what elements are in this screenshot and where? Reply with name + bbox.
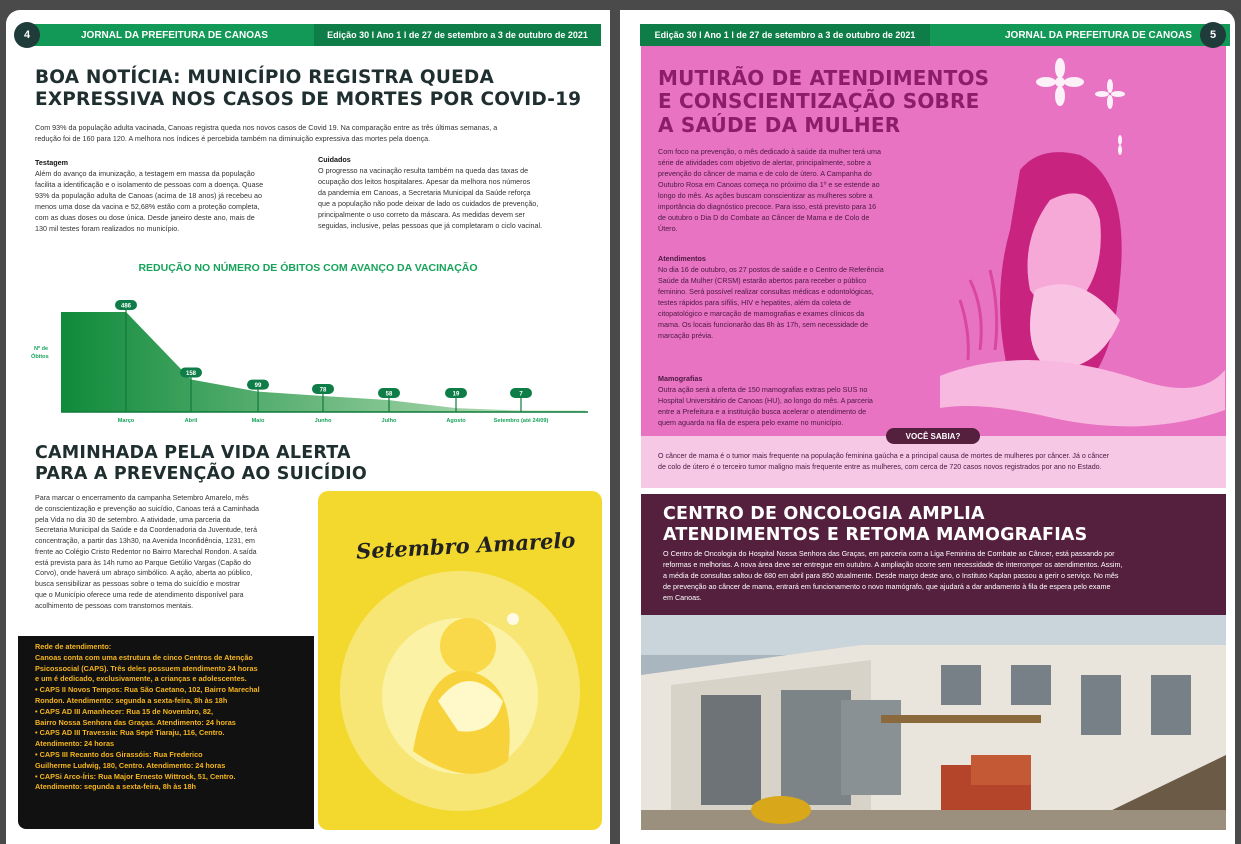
x-tick-label: Agosto	[446, 418, 466, 424]
y-axis-label-2: Óbitos	[31, 354, 49, 360]
text-line: O câncer de mama é o tumor mais frequente na população feminina gaúcha e a principal causa de mortes de mulheres por câncer. Já o câncer	[658, 452, 1110, 460]
right-page	[620, 10, 1235, 844]
article-lead	[35, 123, 595, 145]
text-line: pela Vida no dia 30 de setembro. A atividade, uma parceria da	[35, 515, 231, 524]
subheading: Mamografias	[658, 374, 703, 383]
text-line: Outra ação será a oferta de 150 mamografias extras pelo SUS no	[658, 384, 868, 394]
caps-line: Atendimento: segunda a sexta-feira, 8h às 18h	[35, 782, 196, 792]
page-number: 5	[1200, 22, 1226, 48]
article2-body	[35, 493, 305, 612]
text-line: a média de consultas saltou de 680 em abril para 850 atualmente. Desde março deste ano, o Instituto Kaplan passou a gerir o serviço. No mês	[663, 570, 1119, 580]
title-line: CENTRO DE ONCOLOGIA AMPLIA	[663, 504, 985, 524]
journal-name: JORNAL DA PREFEITURA DE CANOAS	[1005, 29, 1192, 41]
left-page	[6, 10, 610, 844]
text-line: série de atividades com objetivo de alertar, principalmente, sobre a	[658, 157, 871, 167]
text-line: Para marcar o encerramento da campanha Setembro Amarelo, mês	[35, 494, 249, 502]
title-line: BOA NOTÍCIA: MUNICÍPIO REGISTRA QUEDA	[35, 67, 494, 88]
column-testagem	[35, 158, 305, 235]
chart-title: REDUÇÃO NO NÚMERO DE ÓBITOS COM AVANÇO DA VACINAÇÃO	[138, 262, 478, 274]
title-line: PARA A PREVENÇÃO AO SUICÍDIO	[35, 463, 367, 484]
data-label: 99	[254, 383, 262, 390]
text-line: reformas e melhorias. A nova área deve ser entregue em outubro. A ampliação ocorre sem necessidade de interromper os atendimentos. Assim,	[663, 559, 1123, 569]
text-line: de prevenção ao câncer de mama, entrará em funcionamento o novo mamógrafo, que ajudará a dar andamento à fila de espera pelo exame	[663, 581, 1111, 591]
text-line: No dia 16 de outubro, os 27 postos de saúde e o Centro de Referência	[658, 264, 884, 274]
text-line: marcação prévia.	[658, 330, 714, 340]
text-line: Com 93% da população adulta vacinada, Canoas registra queda nos novos casos de Covid 19. Na comparação entre as três últimas semanas, a	[35, 123, 498, 132]
caps-line: Atendimento: 24 horas	[35, 739, 115, 749]
text-line: testes rápidos para sífilis, HIV e hepatites, além da coleta de	[658, 297, 851, 307]
deaths-area-chart	[6, 290, 610, 430]
text-line: Corvo), onde haverá um abraço simbólico. A ação, aberta ao público,	[35, 569, 253, 578]
article-title	[35, 443, 367, 484]
title-line: ATENDIMENTOS E RETOMA MAMOGRAFIAS	[663, 524, 1088, 545]
chart-marks	[61, 300, 588, 424]
text-line: 93% da população adulta de Canoas (acima de 18 anos) já recebeu ao	[35, 190, 262, 200]
text-line: Outubro Rosa em Canoas começa no próximo dia 1º e se estende ao	[658, 179, 880, 189]
data-label: 19	[452, 391, 460, 398]
text-line: com as duas doses ou dose única. Desde janeiro deste ano, mais de	[35, 212, 255, 222]
text-line: prevenção do câncer de mama e de colo de útero. A Campanha do	[658, 168, 872, 178]
text-line: quem aguarda na fila de espera pelo exame no município.	[658, 417, 844, 427]
caps-line: Canoas conta com uma estrutura de cinco Centros de Atenção	[35, 652, 253, 662]
data-label: 58	[385, 391, 393, 398]
caps-line: • CAPS II Novos Tempos: Rua São Caetano, 102, Bairro Marechal	[35, 685, 260, 695]
x-tick-label: Julho	[381, 418, 397, 424]
edition-info: Edição 30 l Ano 1 l de 27 de setembro a 3 de outubro de 2021	[640, 24, 930, 46]
text-line: de colo de útero é o terceiro tumor maligno mais frequente entre as mulheres, com cerca de 720 casos novos registrados por ano no Estado.	[658, 462, 1102, 471]
caps-line: Bairro Nossa Senhora das Graças. Atendimento: 24 horas	[35, 717, 236, 727]
text-line: seguidas, inclusive, pelas pessoas que já completaram o ciclo vacinal.	[318, 220, 543, 230]
caps-line: e um é dedicado, exclusivamente, a crianças e adolescentes.	[35, 674, 247, 684]
article3-mamografias	[658, 374, 928, 429]
text-line: entre a Prefeitura e a instituição busca acelerar o atendimento de	[658, 406, 867, 416]
text-line: principalmente o uso correto da máscara. As medidas devem ser	[318, 209, 525, 219]
edition-info: Edição 30 l Ano 1 l de 27 de setembro a 3 de outubro de 2021	[314, 24, 601, 46]
text-line: está prevista para às 14h rumo ao Parque Getúlio Vargas (Capão do	[35, 558, 251, 567]
caps-line: Psicossocial (CAPS). Três deles possuem atendimento 24 horas	[35, 663, 258, 673]
data-label: 486	[120, 303, 132, 310]
text-line: de conscientização e prevenção ao suicídio, Canoas terá a Caminhada	[35, 504, 259, 513]
caps-line: • CAPS AD III Travessia: Rua Sepé Tiaraju, 116, Centro.	[35, 728, 225, 738]
text-line: de outubro o Dia D do Combate ao Câncer de Mama e de Colo de	[658, 212, 870, 222]
title-line: E CONSCIENTIZAÇÃO SOBRE	[658, 89, 980, 114]
title-line: A SAÚDE DA MULHER	[658, 112, 901, 137]
data-label: 158	[185, 370, 197, 377]
text-line: que a população não pode deixar de lado os cuidados de prevenção,	[318, 198, 539, 208]
subheading: Atendimentos	[658, 254, 706, 263]
left-header-bar	[26, 24, 601, 46]
text-line: Hospital Universitário de Canoas (HU), ao longo do mês. A parceria	[658, 395, 873, 405]
text-line: busca sensibilizar as pessoas sobre o tema do suicídio e mostrar	[35, 580, 241, 589]
text-line: Com foco na prevenção, o mês dedicado à saúde da mulher terá uma	[658, 147, 881, 156]
article-title	[663, 504, 1087, 545]
journal-name: JORNAL DA PREFEITURA DE CANOAS	[81, 29, 268, 41]
article-title	[35, 67, 581, 111]
text-line: menos uma dose da vacina e 52,68% estão com a proteção completa,	[35, 201, 260, 211]
text-line: Além do avanço da imunização, a testagem em massa da população	[35, 168, 255, 178]
y-axis-label-1: Nº de	[34, 346, 49, 352]
setembro-amarelo-poster	[318, 491, 602, 830]
text-line: importância do diagnóstico precoce. Para isso, está previsto para 16	[658, 201, 877, 211]
text-line: em Canoas.	[663, 592, 702, 602]
x-tick-label: Setembro (até 24/09)	[493, 418, 549, 424]
article3-atendimentos	[658, 254, 928, 342]
x-tick-label: Junho	[314, 418, 332, 424]
text-line: Útero.	[658, 223, 678, 233]
text-line: Secretaria Municipal da Saúde e da Coordenadoria da Juventude, terá	[35, 526, 258, 535]
text-line: Saúde da Mulher (CRSM) estarão abertos para receber o público	[658, 275, 867, 285]
x-tick-label: Maio	[251, 418, 265, 424]
article4-body	[663, 549, 1223, 604]
text-line: que o Município oferece uma rede de atendimento disponível para	[35, 591, 244, 600]
caps-network-box	[18, 636, 314, 829]
voce-sabia-text	[658, 451, 1218, 473]
article3-intro	[658, 147, 928, 235]
text-line: redução foi de 160 para 120. A melhora nos índices é percebida também na diminuição expressiva das mortes pela doença.	[35, 133, 431, 143]
data-label: 7	[519, 391, 523, 398]
text-line: acolhimento de pessoas com transtornos mentais.	[35, 601, 194, 610]
oncology-center-photo	[641, 615, 1226, 830]
title-line: MUTIRÃO DE ATENDIMENTOS	[658, 66, 990, 90]
text-line: longo do mês. As ações buscam conscientizar as mulheres sobre a	[658, 190, 873, 200]
right-header-bar	[640, 24, 1230, 46]
x-tick-label: Abril	[184, 418, 198, 424]
data-label: 78	[319, 387, 327, 394]
col1-lines	[35, 169, 305, 235]
poster-title: Setembro Amarelo	[355, 527, 576, 564]
text-line: da pandemia em Canoas, a Secretaria Municipal da Saúde reforça	[318, 187, 531, 197]
caps-line: • CAPS III Recanto dos Girassóis: Rua Frederico	[35, 749, 203, 759]
title-line: CAMINHADA PELA VIDA ALERTA	[35, 443, 351, 463]
text-line: mama. Os locais funcionarão das 8h às 17h, sem necessidade de	[658, 319, 869, 329]
text-line: concentração, a partir das 13h30, na Avenida Inconfidência, 1231, em	[35, 537, 255, 546]
text-line: O Centro de Oncologia do Hospital Nossa Senhora das Graças, em parceria com a Liga Feminina de Combate ao Câncer, está passando por	[663, 549, 1115, 558]
title-line: EXPRESSIVA NOS CASOS DE MORTES POR COVID-19	[35, 88, 582, 110]
subheading: Testagem	[35, 158, 69, 167]
voce-sabia-badge: VOCÊ SABIA?	[886, 428, 980, 444]
text-line: ocupação dos leitos hospitalares. Apesar da melhora nos números	[318, 176, 531, 186]
caps-line: • CAPSi Arco-Íris: Rua Major Ernesto Wittrock, 51, Centro.	[35, 771, 236, 781]
column-cuidados	[318, 155, 596, 232]
caps-line: Guilherme Ludwig, 180, Centro. Atendimento: 24 horas	[35, 760, 226, 770]
caps-line: • CAPS AD III Amanhecer: Rua 15 de Novembro, 82,	[35, 706, 214, 716]
text-line: facilita a identificação e o isolamento de pessoas com a doença. Quase	[35, 179, 264, 189]
x-tick-label: Março	[117, 418, 135, 424]
text-line: frente ao Colégio Cristo Redentor no Bairro Marechal Rondon. A saída	[35, 547, 257, 556]
text-line: feminino. Será possível realizar consultas médicas e odontológicas,	[658, 286, 874, 296]
page-number: 4	[14, 22, 40, 48]
caps-line: Rondon. Atendimento: segunda a sexta-feira, 8h às 18h	[35, 695, 228, 705]
text-line: 130 mil testes foram realizados no município.	[35, 223, 180, 233]
text-line: citopatológico e marcação de mamografias e exames clínicos da	[658, 308, 865, 318]
subheading: Cuidados	[318, 155, 351, 164]
article-title	[658, 67, 989, 137]
text-line: O progresso na vacinação resulta também na queda das taxas de	[318, 165, 529, 175]
caps-line: Rede de atendimento:	[35, 642, 112, 651]
